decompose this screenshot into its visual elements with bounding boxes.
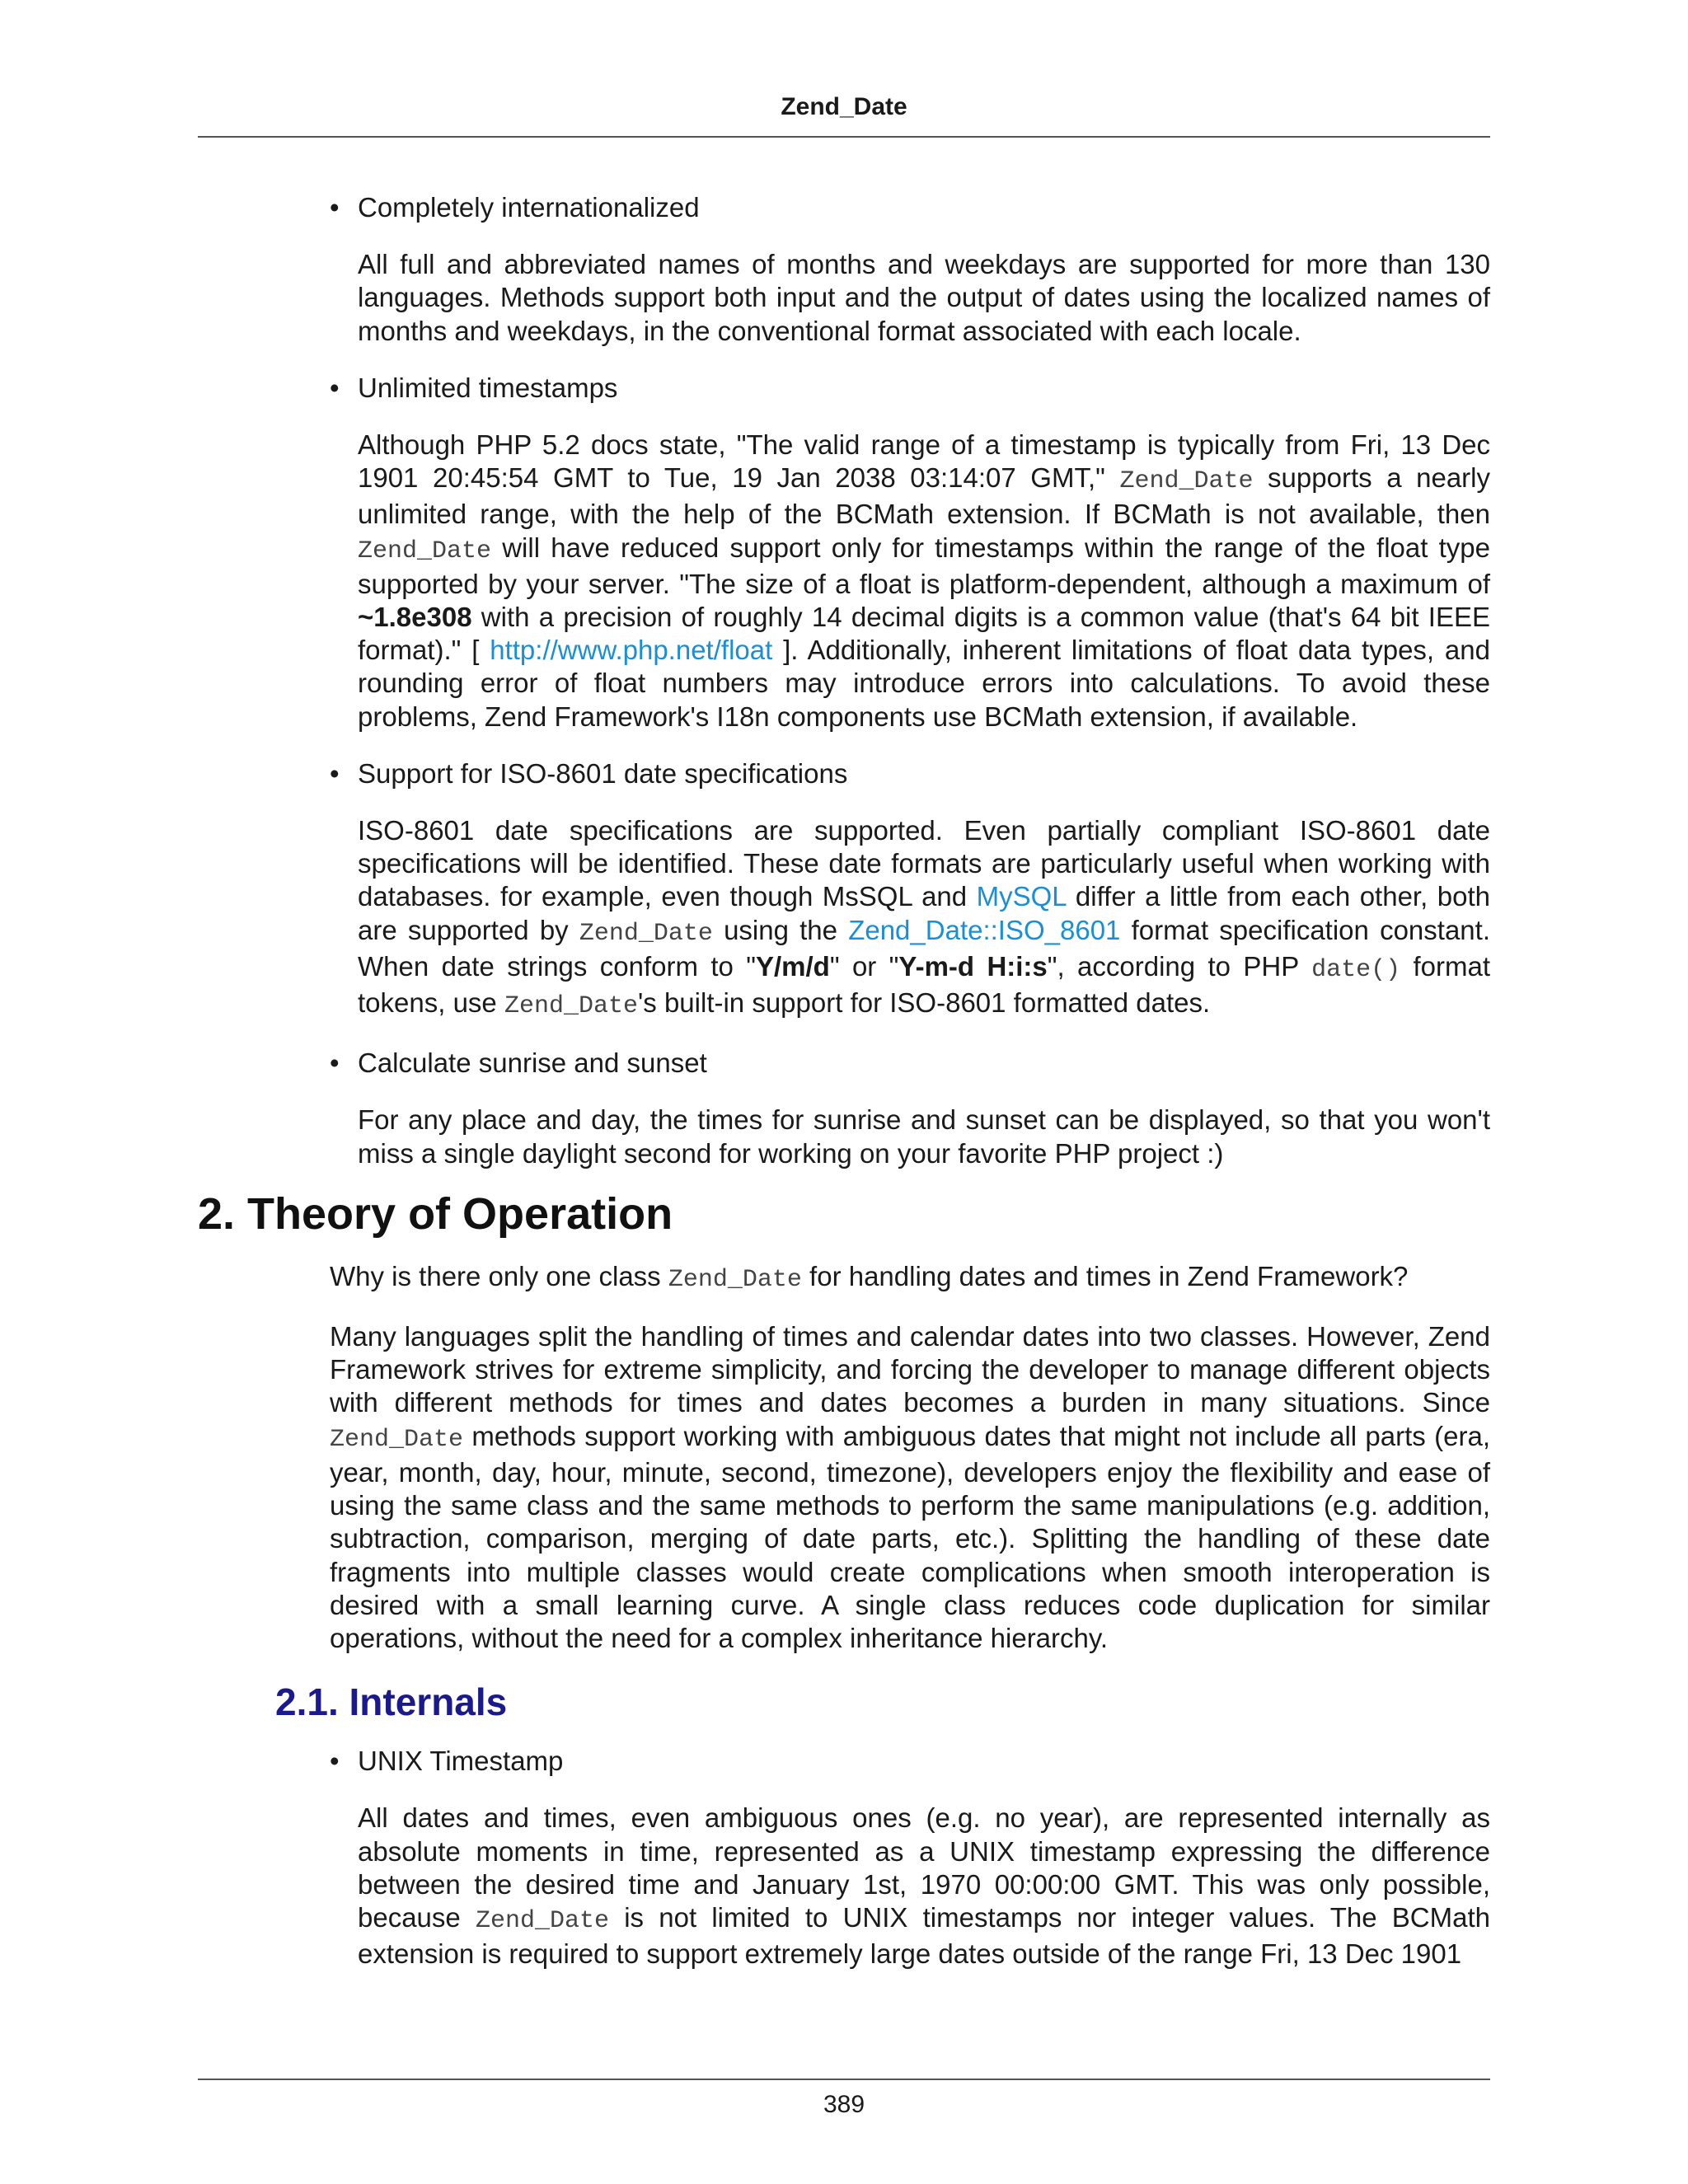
- feature-description-internationalized: All full and abbreviated names of months and weekdays are supported for more than 130 languages. Methods support both input and the output of dates using the localized names of months and weekdays, in the conventional format associated with each locale.: [358, 249, 1490, 346]
- internals-item-unix-timestamp: • UNIX Timestamp: [330, 1745, 1490, 1778]
- bullet-icon: •: [330, 1746, 340, 1777]
- code-zend-date: Zend_Date: [1119, 467, 1254, 496]
- code-zend-date: Zend_Date: [668, 1265, 802, 1294]
- header-divider: [198, 136, 1490, 138]
- bullet-icon: •: [330, 1047, 340, 1079]
- link-mysql[interactable]: MySQL: [976, 881, 1067, 912]
- feature-item-iso8601: • Support for ISO-8601 date specifications: [330, 757, 1490, 790]
- section-heading-theory-of-operation: 2. Theory of Operation: [198, 1188, 673, 1239]
- feature-description-iso8601: ISO-8601 date specifications are supported. Even partially compliant ISO-8601 date specifications will be identified. These date formats are particularly useful when working with databases. for example, even though MsSQL and MySQL differ a little from each other, both are supported by Zend_Date using the Zend_Date::ISO_8601 format specification constant. When date strings conform to "Y/m/d" or "Y-m-d H:i:s", according to PHP date() format tokens, use Zend_Date's built-in support for ISO-8601 formatted dates.: [358, 815, 1490, 1021]
- code-zend-date: Zend_Date: [475, 1906, 609, 1935]
- bold-format-ymdhis: Y-m-d H:i:s: [898, 950, 1048, 982]
- page-number: 389: [823, 2091, 865, 2118]
- link-php-float[interactable]: http://www.php.net/float: [490, 635, 773, 666]
- feature-description-unlimited-timestamps: Although PHP 5.2 docs state, "The valid range of a timestamp is typically from Fri, 13 Dec 1901 20:45:54 GMT to Tue, 19 Jan 2038 03:14:07 GMT," Zend_Date supports a nearly unlimited range, with the help of the BCMath extension. If BCMath is not available, then Zend_Date will have reduced support only for timestamps within the range of the float type supported by your server. "The size of a float is platform-dependent, although a maximum of ~1.8e308 with a precision of roughly 14 decimal digits is a common value (that's 64 bit IEEE format)." [ http://www.php.net/float ]. Additionally, inherent limitations of float data types, and rounding error of float numbers may introduce errors into calculations. To avoid these problems, Zend Framework's I18n components use BCMath extension, if available.: [358, 429, 1491, 732]
- theory-question: Why is there only one class Zend_Date for handling dates and times in Zend Framework?: [330, 1260, 1409, 1294]
- feature-item-sunrise-sunset: • Calculate sunrise and sunset: [330, 1047, 1490, 1080]
- code-zend-date: Zend_Date: [504, 992, 638, 1021]
- footer-divider: [198, 2079, 1490, 2080]
- feature-item-internationalized: • Completely internationalized: [330, 191, 1490, 224]
- bullet-icon: •: [330, 372, 340, 403]
- feature-item-unlimited-timestamps: • Unlimited timestamps: [330, 372, 1490, 405]
- bold-format-ymd: Y/m/d: [755, 950, 830, 982]
- feature-description-sunrise-sunset: For any place and day, the times for sunrise and sunset can be displayed, so that you won't miss a single daylight second for working on your favorite PHP project :): [358, 1104, 1490, 1169]
- code-zend-date: Zend_Date: [330, 1425, 464, 1454]
- code-zend-date: Zend_Date: [579, 919, 713, 948]
- internals-description-unix-timestamp: All dates and times, even ambiguous ones (e.g. no year), are represented internally as absolute moments in time, represented as a UNIX timestamp expressing the difference between the desired time and January 1st, 1970 00:00:00 GMT. This was only possible, because Zend_Date is not limited to UNIX timestamps nor integer values. The BCMath extension is required to support extremely large dates outside of the range Fri, 13 Dec 1901: [358, 1802, 1490, 1970]
- code-zend-date: Zend_Date: [358, 537, 492, 565]
- subsection-heading-internals: 2.1. Internals: [275, 1680, 508, 1724]
- bullet-icon: •: [330, 757, 340, 789]
- code-date-function: date(): [1311, 955, 1401, 984]
- bullet-icon: •: [330, 192, 340, 223]
- bold-float-max: ~1.8e308: [358, 602, 472, 633]
- link-iso-8601-constant[interactable]: Zend_Date::ISO_8601: [848, 914, 1121, 945]
- running-header: Zend_Date: [781, 93, 907, 120]
- page-content: [198, 191, 1491, 1994]
- theory-explanation: Many languages split the handling of times and calendar dates into two classes. However, Zend Framework strives for extreme simplicity, and forcing the developer to manage different objects with different methods for times and dates becomes a burden in many situations. Since Zend_Date methods support working with ambiguous dates that might not include all parts (era, year, month, day, hour, minute, second, timezone), developers enjoy the flexibility and ease of using the same class and the same methods to perform the same manipulations (e.g. addition, subtraction, comparison, merging of date parts, etc.). Splitting the handling of these date fragments into multiple classes would create complications when smooth interoperation is desired with a small learning curve. A single class reduces code duplication for similar operations, without the need for a complex inheritance hierarchy.: [330, 1321, 1490, 1653]
